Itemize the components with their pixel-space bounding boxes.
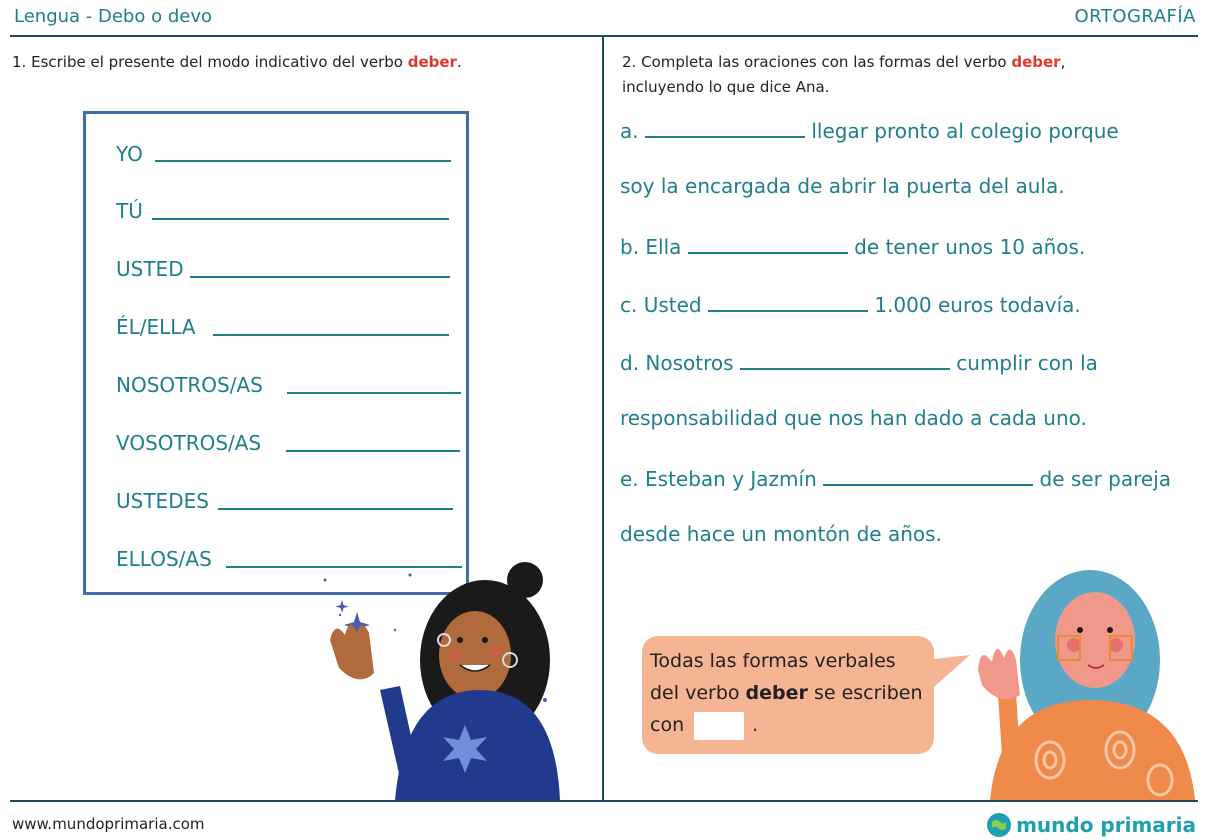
- exercise1-verb: deber: [407, 53, 457, 71]
- exercise1-text: Escribe el presente del modo indicativo del verbo: [31, 53, 403, 71]
- sentence-text: de tener unos 10 años.: [854, 235, 1086, 259]
- exercise2-number: 2.: [622, 53, 637, 71]
- sentence-a: [620, 116, 1119, 143]
- sentence-a-continuation: soy la encargada de abrir la puerta del aula.: [620, 174, 1065, 198]
- pronoun-label: ÉL/ELLA: [116, 315, 196, 339]
- bubble-text: se escriben: [813, 682, 923, 704]
- sentence-prefix: e. Esteban y Jazmín: [620, 467, 817, 491]
- pronoun-label: USTEDES: [116, 489, 209, 513]
- exercise2-text: Completa las oraciones con las formas del verbo: [641, 53, 1007, 71]
- sentence-prefix: d. Nosotros: [620, 351, 734, 375]
- answer-line-tu[interactable]: [152, 218, 449, 220]
- sentence-text: 1.000 euros todavía.: [874, 293, 1081, 317]
- worksheet-title: Lengua - Debo o devo: [14, 6, 212, 27]
- exercise1-number: 1.: [12, 53, 27, 71]
- answer-line-ustedes[interactable]: [218, 508, 453, 510]
- exercise2-verb: deber: [1011, 53, 1061, 71]
- sentence-text: de ser pareja: [1039, 467, 1172, 491]
- sentence-prefix: b. Ella: [620, 235, 682, 259]
- exercise2-comma: ,: [1060, 53, 1066, 71]
- bubble-answer-box[interactable]: [694, 712, 744, 740]
- sentence-blank[interactable]: [740, 348, 950, 370]
- sentence-blank[interactable]: [645, 116, 805, 138]
- sentence-d-continuation: responsabilidad que nos han dado a cada uno.: [620, 406, 1087, 430]
- bubble-line-1: Todas las formas verbales: [650, 650, 896, 672]
- sentence-d: [620, 348, 1098, 375]
- bubble-text: del verbo: [650, 682, 740, 704]
- exercise2-text-line2: incluyendo lo que dice Ana.: [622, 78, 830, 96]
- sentence-blank[interactable]: [688, 232, 848, 254]
- sentence-e: [620, 464, 1171, 491]
- sentence-prefix: c. Usted: [620, 293, 702, 317]
- answer-line-el-ella[interactable]: [213, 334, 449, 336]
- exercise1-instruction: [12, 50, 462, 75]
- bubble-line-3: [650, 709, 922, 741]
- bubble-text: .: [752, 714, 759, 736]
- sentence-e-continuation: desde hace un montón de años.: [620, 522, 942, 546]
- header-divider: [10, 35, 1198, 37]
- column-divider: [602, 37, 604, 801]
- conjugation-box: [83, 111, 469, 595]
- sentence-c: [620, 290, 1081, 317]
- answer-line-vosotros[interactable]: [286, 450, 460, 452]
- exercise1-period: .: [456, 53, 462, 71]
- pronoun-label: TÚ: [116, 199, 143, 223]
- pronoun-label: ELLOS/AS: [116, 547, 212, 571]
- pronoun-label: VOSOTROS/AS: [116, 431, 262, 455]
- bubble-text: con: [650, 714, 685, 736]
- answer-line-nosotros[interactable]: [287, 392, 461, 394]
- ana-illustration: [970, 570, 1200, 800]
- category-label: ORTOGRAFÍA: [1074, 6, 1196, 27]
- footer-website[interactable]: www.mundoprimaria.com: [12, 815, 205, 833]
- sentence-text: cumplir con la: [956, 351, 1098, 375]
- sentence-blank[interactable]: [823, 464, 1033, 486]
- sentence-b: [620, 232, 1085, 259]
- sentence-prefix: a.: [620, 119, 639, 143]
- bubble-line-2: [650, 677, 922, 709]
- footer-divider: [10, 800, 1198, 802]
- bubble-verb: deber: [745, 682, 808, 704]
- speech-bubble-text: [650, 645, 922, 741]
- answer-line-usted[interactable]: [190, 276, 450, 278]
- answer-line-yo[interactable]: [155, 160, 451, 162]
- pronoun-label: YO: [116, 142, 143, 166]
- sentence-blank[interactable]: [708, 290, 868, 312]
- girl-illustration: [300, 560, 570, 800]
- pronoun-label: NOSOTROS/AS: [116, 373, 263, 397]
- brand-logo[interactable]: [986, 812, 1196, 838]
- brand-name: mundo primaria: [1016, 813, 1196, 837]
- sentence-text: llegar pronto al colegio porque: [811, 119, 1119, 143]
- pronoun-label: USTED: [116, 257, 184, 281]
- exercise2-instruction: [622, 50, 1065, 100]
- globe-icon: [986, 812, 1012, 838]
